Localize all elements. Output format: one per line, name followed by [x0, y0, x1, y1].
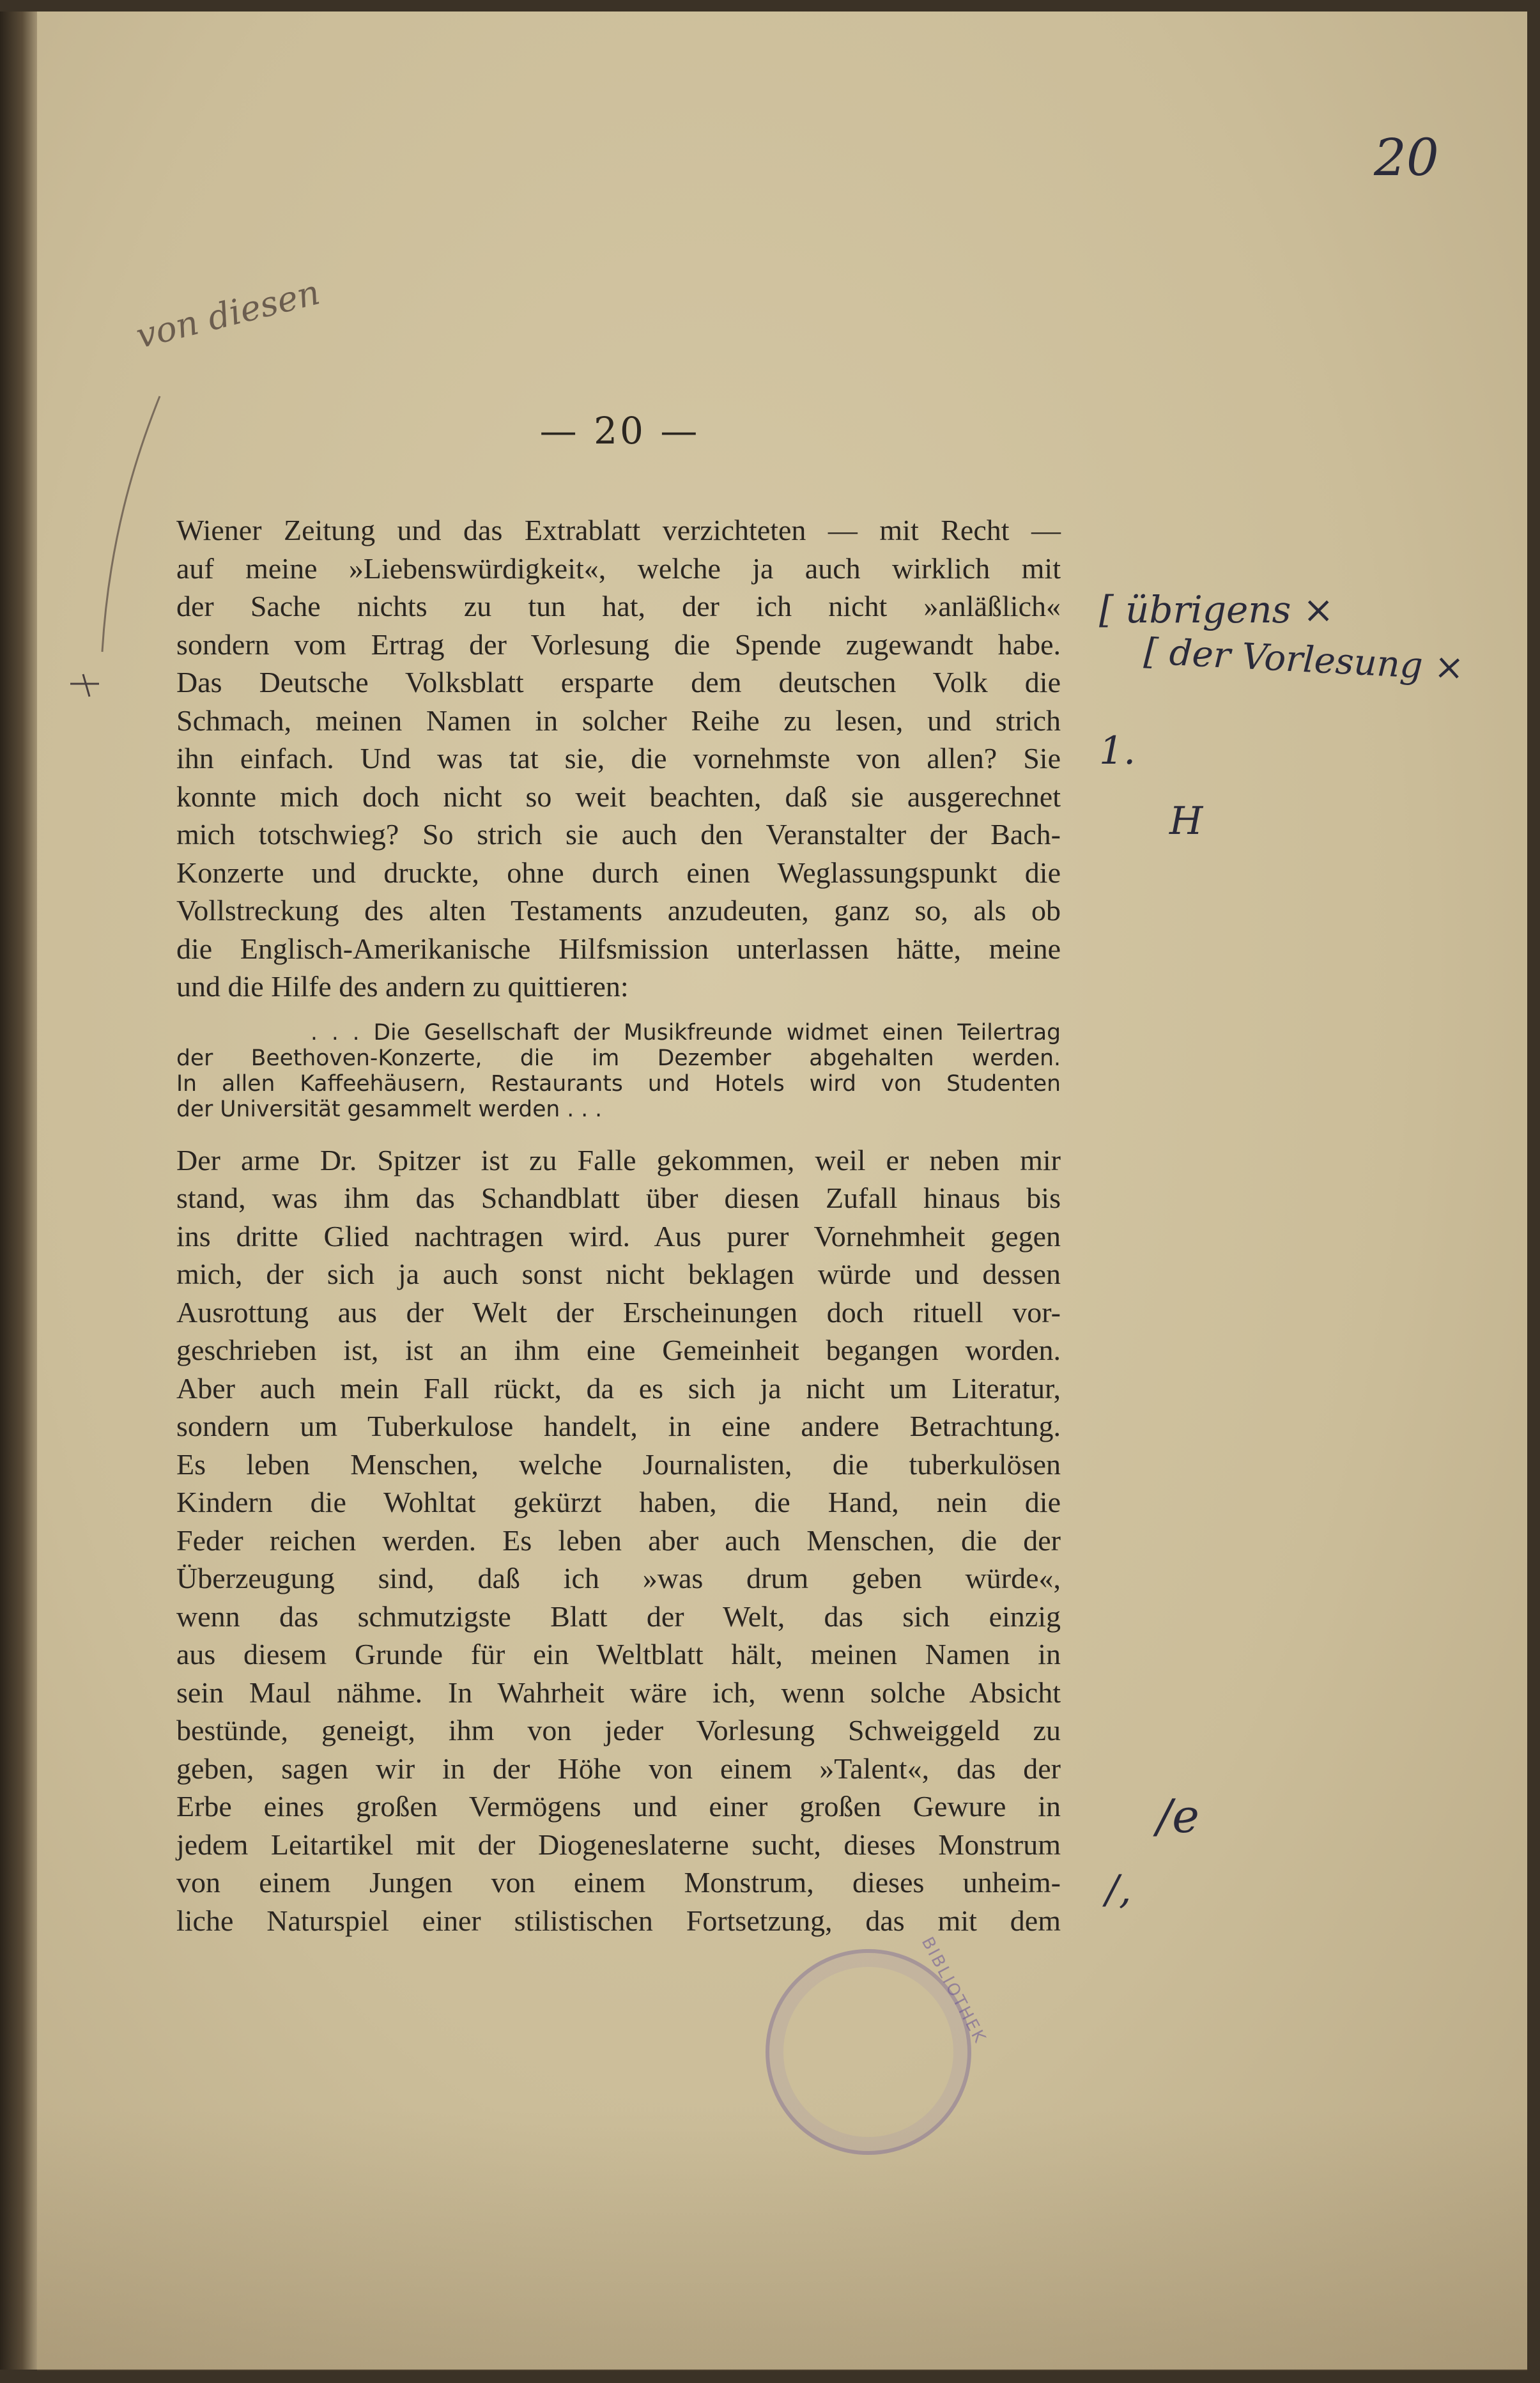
text-line: aus diesem Grunde für ein Weltblatt hält, meinen Namen in: [176, 1638, 1061, 1670]
page-header: — 20 —: [539, 409, 700, 452]
text-line: Das Deutsche Volksblatt ersparte dem deutschen Volk die: [176, 666, 1061, 698]
margin-note-right-5: /e: [1157, 1789, 1199, 1843]
margin-note-right-4: H: [1169, 799, 1203, 844]
text-line: ins dritte Glied nachtragen wird. Aus purer Vornehmheit gegen: [176, 1219, 1061, 1253]
text-line: Vollstreckung des alten Testaments anzudeuten, ganz so, als ob: [176, 894, 1061, 927]
library-stamp-text: BIBLIOTHEK: [917, 1934, 990, 2048]
text-line: bestünde, geneigt, ihm von jeder Vorlesung Schweiggeld zu: [176, 1714, 1061, 1747]
text-line: und die Hilfe des andern zu quittieren:: [176, 970, 629, 1003]
block-quote: [176, 1020, 1061, 1122]
quote-line: der Universität gesammelt werden . . .: [176, 1096, 603, 1122]
text-line: Ausrottung aus der Welt der Erscheinungen doch rituell vor-: [176, 1295, 1061, 1329]
text-line: Wiener Zeitung und das Extrablatt verzichteten — mit Recht —: [176, 514, 1061, 546]
body-text: [176, 511, 1061, 1940]
margin-note-right-3: 1.: [1099, 729, 1136, 773]
text-line: Kindern die Wohltat gekürzt haben, die Hand, nein die: [176, 1486, 1061, 1518]
text-line: stand, was ihm das Schandblatt über diesen Zufall hinaus bis: [176, 1182, 1061, 1214]
text-line: liche Naturspiel einer stilistischen Fortsetzung, das mit dem: [176, 1904, 1061, 1937]
text-line: sein Maul nähme. In Wahrheit wäre ich, wenn solche Absicht: [176, 1676, 1061, 1709]
text-line: mich totschwieg? So strich sie auch den Veranstalter der Bach-: [176, 818, 1061, 851]
text-line: Schmach, meinen Namen in solcher Reihe zu lesen, und strich: [176, 704, 1061, 737]
text-line: sondern vom Ertrag der Vorlesung die Spende zugewandt habe.: [176, 628, 1061, 661]
text-line: jedem Leitartikel mit der Diogeneslaterne sucht, dieses Monstrum: [176, 1828, 1061, 1861]
margin-note-top-left: von diesen: [132, 272, 324, 357]
text-line: Erbe eines großen Vermögens und einer großen Gewure in: [176, 1790, 1061, 1823]
text-line: ihn einfach. Und was tat sie, die vornehmste von allen? Sie: [176, 742, 1061, 775]
text-line: Der arme Dr. Spitzer ist zu Falle gekommen, weil er neben mir: [176, 1143, 1061, 1176]
text-line: Es leben Menschen, welche Journalisten, die tuberkulösen: [176, 1447, 1061, 1481]
text-line: wenn das schmutzigste Blatt der Welt, das sich einzig: [176, 1600, 1061, 1633]
quote-line: . . . Die Gesellschaft der Musikfreunde widmet einen Teilertrag: [311, 1019, 1061, 1045]
text-line: von einem Jungen von einem Monstrum, dieses unheim-: [176, 1866, 1061, 1899]
paragraph-1: [176, 511, 1061, 1006]
margin-note-right-6: /,: [1105, 1866, 1132, 1913]
margin-note-right-2: [ der Vorlesung ×: [1143, 630, 1465, 690]
text-line: Überzeugung sind, daß ich »was drum geben würde«,: [176, 1562, 1061, 1594]
quote-line: der Beethoven-Konzerte, die im Dezember abgehalten werden.: [176, 1045, 1061, 1071]
text-line: Aber auch mein Fall rückt, da es sich ja nicht um Literatur,: [176, 1371, 1061, 1405]
text-line: auf meine »Liebenswürdigkeit«, welche ja auch wirklich mit: [176, 551, 1061, 585]
text-line: Feder reichen werden. Es leben aber auch Menschen, die der: [176, 1523, 1061, 1557]
text-line: geschrieben ist, ist an ihm eine Gemeinheit begangen worden.: [176, 1334, 1061, 1366]
page-discoloration: [37, 2109, 1527, 2371]
pencil-bracket-left: [64, 383, 192, 703]
paragraph-2: [176, 1141, 1061, 1940]
quote-line: In allen Kaffeehäusern, Restaurants und Hotels wird von Studenten: [176, 1070, 1061, 1097]
text-line: geben, sagen wir in der Höhe von einem »Talent«, das der: [176, 1752, 1061, 1785]
margin-note-right-1: [ übrigens ×: [1099, 588, 1334, 631]
text-line: die Englisch-Amerikanische Hilfsmission unterlassen hätte, meine: [176, 932, 1061, 965]
book-gutter: [0, 12, 37, 2370]
folio-number: 20: [1374, 128, 1439, 187]
text-line: der Sache nichts zu tun hat, der ich nicht »anläßlich«: [176, 590, 1061, 622]
text-line: Konzerte und druckte, ohne durch einen Weglassungspunkt die: [176, 856, 1061, 889]
text-line: sondern um Tuberkulose handelt, in eine andere Betrachtung.: [176, 1410, 1061, 1442]
text-line: mich, der sich ja auch sonst nicht beklagen würde und dessen: [176, 1258, 1061, 1290]
text-line: konnte mich doch nicht so weit beachten, daß sie ausgerechnet: [176, 780, 1061, 813]
